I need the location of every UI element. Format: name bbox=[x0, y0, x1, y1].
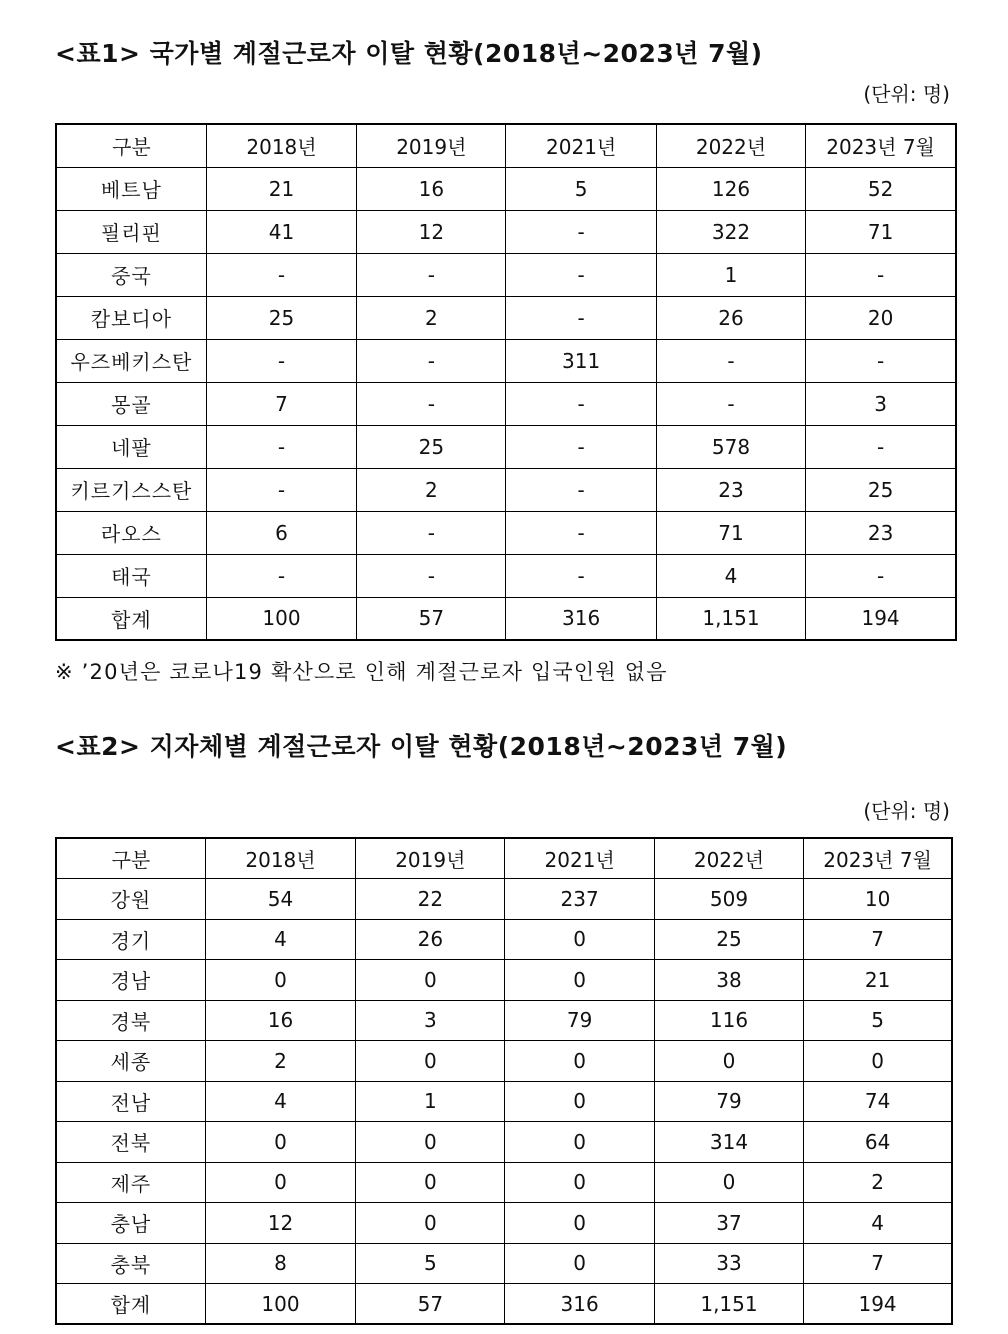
table-cell: 0 bbox=[505, 1243, 654, 1284]
table-cell: 12 bbox=[357, 210, 506, 253]
table-cell: 8 bbox=[205, 1243, 355, 1284]
table-cell: - bbox=[206, 253, 356, 296]
table-cell: - bbox=[506, 253, 656, 296]
table-cell: 316 bbox=[506, 597, 656, 640]
table-cell: 23 bbox=[806, 511, 956, 554]
table-row bbox=[56, 296, 956, 339]
table-cell: 54 bbox=[205, 879, 355, 920]
table-cell: 7 bbox=[804, 919, 952, 960]
table-cell: - bbox=[206, 468, 356, 511]
table-cell: 1,151 bbox=[654, 1284, 803, 1325]
table-cell: 25 bbox=[654, 919, 803, 960]
table-cell: 311 bbox=[506, 339, 656, 382]
table-row bbox=[56, 511, 956, 554]
table-cell: 25 bbox=[806, 468, 956, 511]
table-cell: 0 bbox=[205, 1122, 355, 1163]
table-cell: - bbox=[506, 296, 656, 339]
table-row bbox=[56, 879, 952, 920]
column-header: 2023년 7월 bbox=[806, 124, 956, 167]
table-cell: 74 bbox=[804, 1081, 952, 1122]
row-label: 합계 bbox=[56, 1284, 205, 1325]
row-label: 합계 bbox=[56, 597, 206, 640]
table-cell: - bbox=[506, 210, 656, 253]
table-cell: - bbox=[357, 339, 506, 382]
table-cell: 52 bbox=[806, 167, 956, 210]
table-row bbox=[56, 468, 956, 511]
row-label: 충남 bbox=[56, 1203, 205, 1244]
table-row bbox=[56, 1000, 952, 1041]
table-cell: 41 bbox=[206, 210, 356, 253]
table-cell: 4 bbox=[656, 554, 805, 597]
row-label: 키르기스스탄 bbox=[56, 468, 206, 511]
table-cell: 194 bbox=[806, 597, 956, 640]
row-label: 베트남 bbox=[56, 167, 206, 210]
table-cell: - bbox=[506, 554, 656, 597]
table-cell: 0 bbox=[505, 1162, 654, 1203]
table-cell: 322 bbox=[656, 210, 805, 253]
table-cell: 116 bbox=[654, 1000, 803, 1041]
header-row bbox=[56, 838, 952, 879]
table-cell: 33 bbox=[654, 1243, 803, 1284]
table-row bbox=[56, 253, 956, 296]
row-label: 제주 bbox=[56, 1162, 205, 1203]
table1 bbox=[55, 123, 957, 641]
table2-unit: (단위: 명) bbox=[863, 799, 950, 823]
table-cell: 0 bbox=[654, 1162, 803, 1203]
table-cell: 194 bbox=[804, 1284, 952, 1325]
row-label: 전남 bbox=[56, 1081, 205, 1122]
table-cell: 4 bbox=[205, 1081, 355, 1122]
table-cell: 237 bbox=[505, 879, 654, 920]
table-cell: - bbox=[206, 425, 356, 468]
table-cell: 0 bbox=[205, 960, 355, 1001]
table-cell: 20 bbox=[806, 296, 956, 339]
table-row bbox=[56, 919, 952, 960]
table-cell: 4 bbox=[205, 919, 355, 960]
table-cell: 0 bbox=[356, 1162, 505, 1203]
table-row bbox=[56, 167, 956, 210]
row-label: 중국 bbox=[56, 253, 206, 296]
table-cell: 71 bbox=[806, 210, 956, 253]
table-cell: - bbox=[656, 339, 805, 382]
table-row bbox=[56, 1122, 952, 1163]
table-cell: 2 bbox=[357, 296, 506, 339]
table-cell: 26 bbox=[356, 919, 505, 960]
column-header: 2023년 7월 bbox=[804, 838, 952, 879]
column-header: 2019년 bbox=[357, 124, 506, 167]
table-row bbox=[56, 554, 956, 597]
table-cell: - bbox=[506, 425, 656, 468]
table-cell: - bbox=[806, 253, 956, 296]
table-cell: 64 bbox=[804, 1122, 952, 1163]
table-cell: 6 bbox=[206, 511, 356, 554]
table-cell: - bbox=[806, 554, 956, 597]
table-cell: 1 bbox=[356, 1081, 505, 1122]
table-cell: 5 bbox=[506, 167, 656, 210]
table-cell: 3 bbox=[806, 382, 956, 425]
table-row bbox=[56, 210, 956, 253]
table-cell: 314 bbox=[654, 1122, 803, 1163]
table-cell: 57 bbox=[356, 1284, 505, 1325]
table-cell: 7 bbox=[206, 382, 356, 425]
column-header: 2022년 bbox=[656, 124, 805, 167]
table-row bbox=[56, 425, 956, 468]
table-cell: 71 bbox=[656, 511, 805, 554]
column-header: 2018년 bbox=[205, 838, 355, 879]
table-cell: - bbox=[656, 382, 805, 425]
table-cell: 5 bbox=[356, 1243, 505, 1284]
table-row bbox=[56, 1203, 952, 1244]
table-cell: 10 bbox=[804, 879, 952, 920]
table-cell: 23 bbox=[656, 468, 805, 511]
table-cell: 509 bbox=[654, 879, 803, 920]
row-label: 캄보디아 bbox=[56, 296, 206, 339]
table-row bbox=[56, 1081, 952, 1122]
row-label: 강원 bbox=[56, 879, 205, 920]
table-cell: 7 bbox=[804, 1243, 952, 1284]
table-row bbox=[56, 1243, 952, 1284]
table-row bbox=[56, 960, 952, 1001]
row-label: 몽골 bbox=[56, 382, 206, 425]
row-label: 경남 bbox=[56, 960, 205, 1001]
row-label: 우즈베키스탄 bbox=[56, 339, 206, 382]
table-cell: 21 bbox=[206, 167, 356, 210]
row-label: 세종 bbox=[56, 1041, 205, 1082]
table-cell: 126 bbox=[656, 167, 805, 210]
table1-note: ※ ’20년은 코로나19 확산으로 인해 계절근로자 입국인원 없음 bbox=[55, 660, 668, 684]
table-cell: 25 bbox=[206, 296, 356, 339]
row-label: 필리핀 bbox=[56, 210, 206, 253]
column-header: 2021년 bbox=[506, 124, 656, 167]
header-row bbox=[56, 124, 956, 167]
table-cell: - bbox=[206, 554, 356, 597]
table-cell: 0 bbox=[356, 1122, 505, 1163]
table-cell: 100 bbox=[206, 597, 356, 640]
table-cell: 1,151 bbox=[656, 597, 805, 640]
table-cell: 0 bbox=[505, 1081, 654, 1122]
table-cell: - bbox=[357, 253, 506, 296]
table-cell: 578 bbox=[656, 425, 805, 468]
column-header: 구분 bbox=[56, 838, 205, 879]
table-cell: 2 bbox=[357, 468, 506, 511]
table-cell: 26 bbox=[656, 296, 805, 339]
table-cell: - bbox=[357, 554, 506, 597]
table-cell: 0 bbox=[205, 1162, 355, 1203]
table-cell: 38 bbox=[654, 960, 803, 1001]
table-cell: 0 bbox=[505, 1203, 654, 1244]
column-header: 2022년 bbox=[654, 838, 803, 879]
column-header: 2019년 bbox=[356, 838, 505, 879]
table-cell: - bbox=[806, 339, 956, 382]
column-header: 구분 bbox=[56, 124, 206, 167]
table-cell: 0 bbox=[505, 1041, 654, 1082]
table-cell: 4 bbox=[804, 1203, 952, 1244]
row-label: 태국 bbox=[56, 554, 206, 597]
row-label: 네팔 bbox=[56, 425, 206, 468]
table-cell: 57 bbox=[357, 597, 506, 640]
table-row bbox=[56, 382, 956, 425]
column-header: 2021년 bbox=[505, 838, 654, 879]
table-row bbox=[56, 597, 956, 640]
table-cell: - bbox=[506, 511, 656, 554]
table-cell: - bbox=[506, 468, 656, 511]
table-cell: - bbox=[506, 382, 656, 425]
table-cell: 0 bbox=[654, 1041, 803, 1082]
table-cell: 0 bbox=[804, 1041, 952, 1082]
table-row bbox=[56, 1162, 952, 1203]
table-cell: 0 bbox=[356, 960, 505, 1001]
table-cell: 16 bbox=[357, 167, 506, 210]
table-cell: 0 bbox=[356, 1041, 505, 1082]
table-cell: 2 bbox=[205, 1041, 355, 1082]
table-cell: 21 bbox=[804, 960, 952, 1001]
table-cell: 22 bbox=[356, 879, 505, 920]
table-cell: 0 bbox=[505, 919, 654, 960]
table-cell: - bbox=[357, 382, 506, 425]
row-label: 경기 bbox=[56, 919, 205, 960]
table2 bbox=[55, 837, 953, 1325]
table-cell: - bbox=[806, 425, 956, 468]
table-cell: 12 bbox=[205, 1203, 355, 1244]
table-row bbox=[56, 1284, 952, 1325]
table-cell: 25 bbox=[357, 425, 506, 468]
table-cell: 316 bbox=[505, 1284, 654, 1325]
table-cell: 5 bbox=[804, 1000, 952, 1041]
row-label: 경북 bbox=[56, 1000, 205, 1041]
table-row bbox=[56, 339, 956, 382]
row-label: 충북 bbox=[56, 1243, 205, 1284]
row-label: 전북 bbox=[56, 1122, 205, 1163]
table-cell: 79 bbox=[505, 1000, 654, 1041]
table-cell: 100 bbox=[205, 1284, 355, 1325]
table-cell: 0 bbox=[505, 960, 654, 1001]
table-cell: 1 bbox=[656, 253, 805, 296]
table-cell: 79 bbox=[654, 1081, 803, 1122]
table2-title: <표2> 지자체별 계절근로자 이탈 현황(2018년~2023년 7월) bbox=[55, 732, 788, 761]
table-cell: - bbox=[357, 511, 506, 554]
table-cell: 16 bbox=[205, 1000, 355, 1041]
table-cell: 3 bbox=[356, 1000, 505, 1041]
table-cell: - bbox=[206, 339, 356, 382]
table1-unit: (단위: 명) bbox=[863, 82, 950, 106]
table-cell: 37 bbox=[654, 1203, 803, 1244]
table1-title: <표1> 국가별 계절근로자 이탈 현황(2018년~2023년 7월) bbox=[55, 39, 763, 68]
table-cell: 0 bbox=[505, 1122, 654, 1163]
table-cell: 2 bbox=[804, 1162, 952, 1203]
table-row bbox=[56, 1041, 952, 1082]
column-header: 2018년 bbox=[206, 124, 356, 167]
row-label: 라오스 bbox=[56, 511, 206, 554]
table-cell: 0 bbox=[356, 1203, 505, 1244]
